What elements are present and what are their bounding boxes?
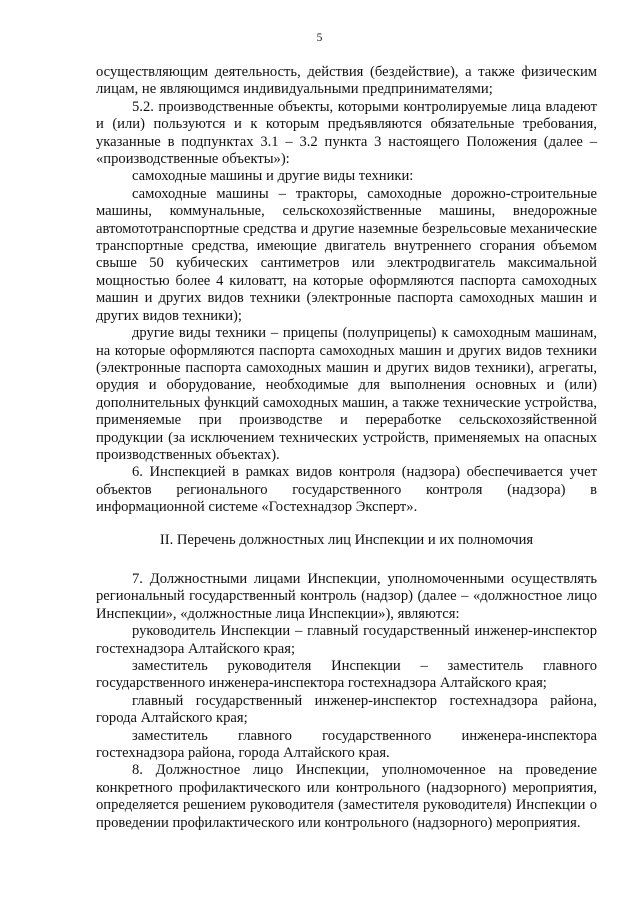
paragraph-machinery-header: самоходные машины и другие виды техники:: [132, 168, 414, 185]
document-body: [96, 64, 597, 832]
paragraph-6: 6. Инспекцией в рамках видов контроля (надзора) обеспечивается учет объектов регионального государственного контроля (надзора) в информационной системе «Гостехнадзор Эксперт».: [96, 464, 597, 516]
paragraph-head-inspector: руководитель Инспекции – главный государственный инженер-инспектор гостехнадзора Алтайского края;: [96, 623, 597, 657]
section-heading: II. Перечень должностных лиц Инспекции и их полномочия: [159, 531, 534, 548]
paragraph-district-deputy: заместитель главного государственного инженера-инспектора гостехнадзора района, города Алтайского края.: [96, 727, 597, 762]
paragraph-continuation: осуществляющим деятельность, действия (бездействие), а также физическим лицам, не являющимся индивидуальными предпринимателями;: [96, 64, 597, 98]
paragraph-deputy-head: заместитель руководителя Инспекции – заместитель главного государственного инженера-инспектора гостехнадзора Алтайского края;: [96, 658, 597, 692]
paragraph-other-machinery: другие виды техники – прицепы (полуприцепы) к самоходным машинам, на которые оформляются паспорта самоходных машин и других видов техники (электронные паспорта самоходных машин и других видов техники), агрегаты, орудия и оборудование, необходимые для выполнения основных и (или) дополнительных функций самоходных машин, а также технические устройства, применяемые при производстве и переработке сельскохозяйственной продукции (за исключением технических устройств, применяемых на опасных производственных объектах).: [96, 325, 597, 463]
paragraph-7: 7. Должностными лицами Инспекции, уполномоченными осуществлять региональный государственный контроль (надзор) (далее – «должностное лицо Инспекции», «должностные лица Инспекции»), являются:: [96, 570, 597, 622]
paragraph-district-inspector: главный государственный инженер-инспектор гостехнадзора района, города Алтайского края;: [96, 692, 597, 727]
paragraph-5-2: 5.2. производственные объекты, которыми контролируемые лица владеют и (или) пользуются и к которым предъявляются обязательные требования, указанные в подпунктах 3.1 – 3.2 пункта 3 настоящего Положения (далее – «производственные объекты»):: [96, 98, 597, 168]
page-number: 5: [316, 32, 323, 44]
paragraph-8: 8. Должностное лицо Инспекции, уполномоченное на проведение конкретного профилактического или контрольного (надзорного) мероприятия, определяется решением руководителя (заместителя руководителя) Инспекции о проведении профилактического или контрольного (надзорного) мероприятия.: [96, 762, 597, 831]
paragraph-self-propelled-machines: самоходные машины – тракторы, самоходные дорожно-строительные машины, коммунальные, сельскохозяйственные машины, внедорожные автомототранспортные средства и другие наземные безрельсовые механические транспортные средства, имеющие двигатель внутреннего сгорания объемом свыше 50 кубических сантиметров или электродвигатель максимальной мощностью более 4 киловатт, на которые оформляются паспорта самоходных машин и других видов техники (электронные паспорта самоходных машин и других видов техники);: [96, 185, 597, 324]
